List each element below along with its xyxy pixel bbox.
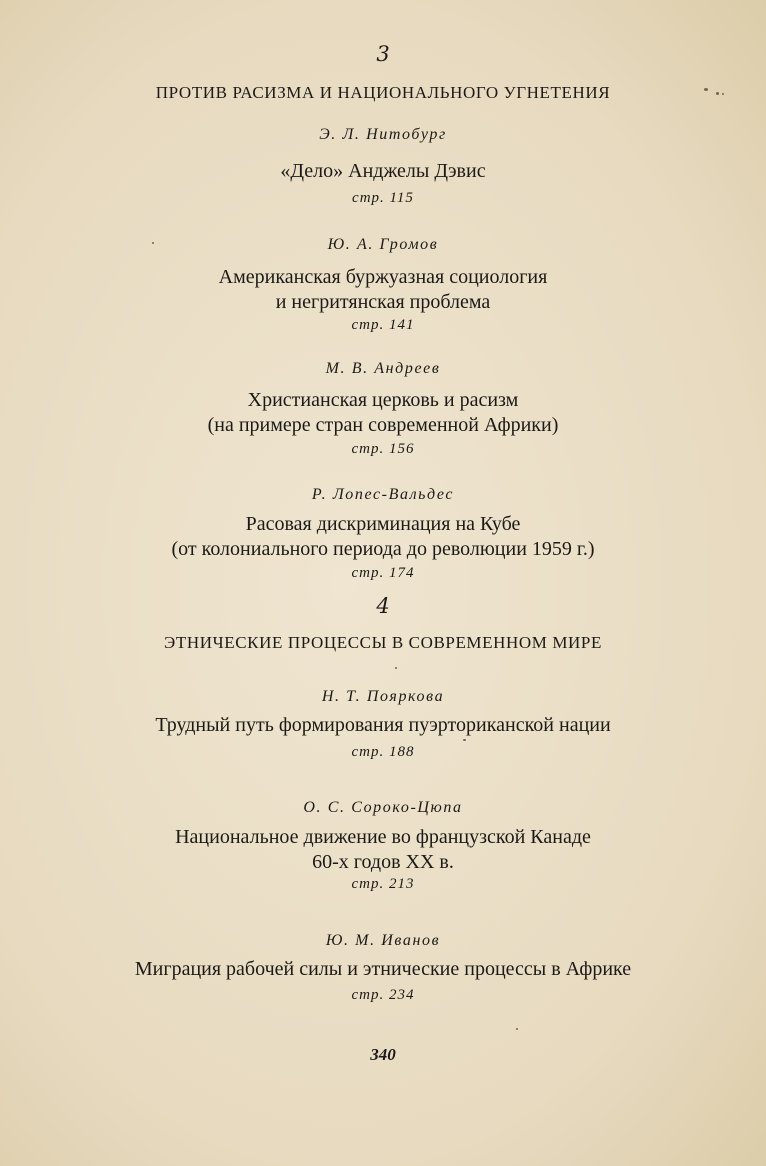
entry-title-line: и негритянская проблема (275, 291, 491, 313)
scan-speck (516, 1028, 518, 1030)
entry-title (0, 512, 766, 562)
entry-page-ref: стр. 174 (351, 565, 415, 581)
entry-title-line: Расовая дискриминация на Кубе (245, 513, 521, 535)
entry-page-ref: стр. 156 (351, 441, 415, 457)
entry-title-line: Христианская церковь и расизм (247, 389, 519, 411)
section-title: ПРОТИВ РАСИЗМА И НАЦИОНАЛЬНОГО УГНЕТЕНИЯ (155, 83, 611, 102)
entry-page-ref: стр. 213 (351, 876, 415, 892)
entry-title-line: «Дело» Анджелы Дэвис (280, 160, 486, 182)
entry-author: Э. Л. Нитобург (319, 126, 447, 143)
scan-speck (722, 93, 724, 95)
entry-author: О. С. Сороко-Цюпа (303, 799, 463, 816)
entry-title-line: Национальное движение во французской Канаде (175, 826, 591, 848)
entry-title (0, 957, 766, 982)
scan-speck (463, 739, 466, 741)
entry-title-line: Трудный путь формирования пуэрториканской нации (155, 714, 611, 736)
entry-author: Р. Лопес-Вальдес (311, 486, 455, 503)
scan-speck (395, 667, 397, 669)
scan-speck (704, 88, 708, 91)
scan-speck (716, 92, 719, 95)
section-title: ЭТНИЧЕСКИЕ ПРОЦЕССЫ В СОВРЕМЕННОМ МИРЕ (164, 633, 602, 652)
entry-title-line: (от колониального периода до революции 1959 г.) (171, 538, 595, 560)
entry-page-ref: стр. 141 (351, 317, 415, 333)
entry-title-line: Американская буржуазная социология (218, 266, 548, 288)
scan-speck (152, 242, 154, 244)
entry-author: М. В. Андреев (325, 360, 441, 377)
entry-page-ref: стр. 115 (352, 190, 414, 206)
entry-title-line: Миграция рабочей силы и этнические процессы в Африке (134, 958, 632, 980)
entry-title (0, 159, 766, 184)
entry-page-ref: стр. 234 (351, 987, 415, 1003)
entry-page-ref: стр. 188 (351, 744, 415, 760)
entry-title-line: (на примере стран современной Африки) (207, 414, 559, 436)
entry-title (0, 713, 766, 738)
entry-author: Н. Т. Пояркова (321, 688, 445, 705)
entry-title (0, 265, 766, 315)
entry-author: Ю. А. Громов (327, 236, 439, 253)
entry-author: Ю. М. Иванов (325, 932, 441, 949)
entry-title-line: 60-х годов XX в. (312, 851, 454, 873)
section-number: 3 (376, 42, 390, 66)
entry-title (0, 388, 766, 438)
page-number: 340 (370, 1045, 396, 1064)
section-number: 4 (376, 594, 390, 618)
entry-title (0, 825, 766, 875)
